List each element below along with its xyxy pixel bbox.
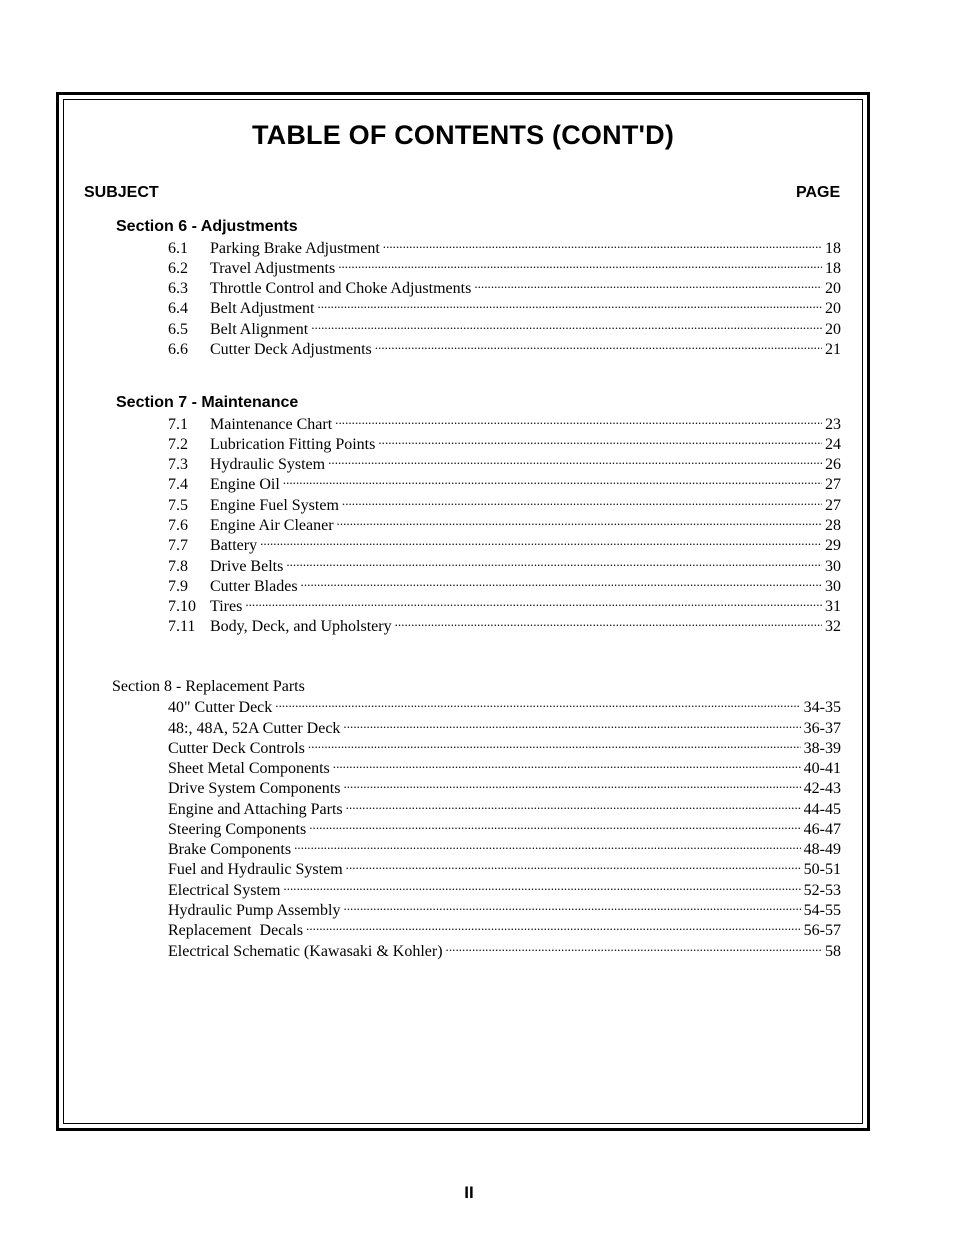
page-column-header: PAGE (796, 184, 841, 201)
section-6-heading: Section 6 - Adjustments (116, 218, 298, 235)
entry-label: Battery (210, 537, 258, 554)
dot-leader (446, 942, 822, 956)
dot-leader (333, 759, 801, 773)
entry-label: 48:, 48A, 52A Cutter Deck (168, 720, 341, 737)
toc-entry[interactable] (168, 739, 841, 759)
entry-number: 7.6 (168, 517, 188, 534)
dot-leader (346, 860, 801, 874)
entry-number: 7.3 (168, 456, 188, 473)
entry-page: 52-53 (803, 882, 841, 899)
toc-entry[interactable] (168, 779, 841, 799)
entry-label: Throttle Control and Choke Adjustments (210, 280, 472, 297)
entry-label: Drive Belts (210, 558, 284, 575)
entry-page: 56-57 (803, 922, 841, 939)
entry-page: 27 (825, 476, 841, 493)
entry-label: Cutter Deck Controls (168, 740, 305, 757)
entry-label: Belt Adjustment (210, 300, 315, 317)
dot-leader (260, 536, 822, 550)
toc-entry[interactable] (168, 496, 841, 516)
dot-leader (317, 299, 822, 313)
entry-number: 6.3 (168, 280, 188, 297)
subject-column-header: SUBJECT (84, 184, 159, 201)
entry-label: Steering Components (168, 821, 307, 838)
toc-entry[interactable] (168, 800, 841, 820)
toc-entry[interactable] (168, 942, 841, 962)
toc-entry[interactable] (168, 415, 841, 435)
dot-leader (245, 597, 822, 611)
dot-leader (338, 259, 822, 273)
entry-label: Engine Oil (210, 476, 280, 493)
entry-number: 7.2 (168, 436, 188, 453)
dot-leader (346, 800, 801, 814)
entry-number: 6.4 (168, 300, 188, 317)
dot-leader (383, 239, 822, 253)
toc-entry[interactable] (168, 239, 841, 259)
toc-entry[interactable] (168, 435, 841, 455)
entry-label: 40" Cutter Deck (168, 699, 273, 716)
dot-leader (311, 320, 822, 334)
entry-label: Engine Air Cleaner (210, 517, 334, 534)
entry-page: 42-43 (803, 780, 841, 797)
toc-entry[interactable] (168, 279, 841, 299)
entry-number: 7.5 (168, 497, 188, 514)
toc-entry[interactable] (168, 536, 841, 556)
entry-page: 18 (825, 240, 841, 257)
entry-label: Brake Components (168, 841, 292, 858)
toc-entry[interactable] (168, 475, 841, 495)
entry-page: 21 (825, 341, 841, 358)
entry-page: 20 (825, 300, 841, 317)
dot-leader (328, 455, 822, 469)
section-7-heading: Section 7 - Maintenance (116, 394, 299, 411)
entry-label: Hydraulic System (210, 456, 326, 473)
dot-leader (474, 279, 822, 293)
dot-leader (306, 921, 801, 935)
entry-number: 7.1 (168, 416, 188, 433)
entry-number: 6.1 (168, 240, 188, 257)
toc-entry[interactable] (168, 455, 841, 475)
entry-number: 7.10 (168, 598, 196, 615)
dot-leader (294, 840, 801, 854)
entry-label: Tires (210, 598, 243, 615)
entry-label: Belt Alignment (210, 321, 309, 338)
entry-label: Travel Adjustments (210, 260, 336, 277)
entry-page: 40-41 (803, 760, 841, 777)
entry-page: 34-35 (803, 699, 841, 716)
toc-entry[interactable] (168, 577, 841, 597)
entry-label: Engine Fuel System (210, 497, 339, 514)
dot-leader (308, 739, 801, 753)
entry-label: Body, Deck, and Upholstery (210, 618, 392, 635)
dot-leader (283, 475, 822, 489)
toc-entry[interactable] (168, 719, 841, 739)
dot-leader (301, 577, 822, 591)
entry-page: 36-37 (803, 720, 841, 737)
toc-entry[interactable] (168, 759, 841, 779)
dot-leader (309, 820, 800, 834)
toc-entry[interactable] (168, 259, 841, 279)
entry-label: Cutter Blades (210, 578, 298, 595)
dot-leader (337, 516, 822, 530)
toc-entry[interactable] (168, 820, 841, 840)
entry-label: Hydraulic Pump Assembly (168, 902, 341, 919)
toc-entry[interactable] (168, 320, 841, 340)
entry-number: 6.6 (168, 341, 188, 358)
entry-label: Parking Brake Adjustment (210, 240, 380, 257)
entry-page: 58 (825, 943, 841, 960)
entry-page: 31 (825, 598, 841, 615)
dot-leader (375, 340, 822, 354)
toc-entry[interactable] (168, 617, 841, 637)
toc-entry[interactable] (168, 860, 841, 880)
dot-leader (378, 435, 822, 449)
entry-page: 24 (825, 436, 841, 453)
page-number: II (464, 1183, 474, 1202)
dot-leader (343, 901, 800, 915)
entry-page: 30 (825, 558, 841, 575)
entry-page: 32 (825, 618, 841, 635)
entry-page: 28 (825, 517, 841, 534)
entry-page: 30 (825, 578, 841, 595)
entry-label: Fuel and Hydraulic System (168, 861, 343, 878)
entry-number: 7.7 (168, 537, 188, 554)
dot-leader (275, 698, 800, 712)
entry-label: Drive System Components (168, 780, 341, 797)
toc-entry[interactable] (168, 698, 841, 718)
dot-leader (286, 557, 822, 571)
dot-leader (395, 617, 822, 631)
toc-entry[interactable] (168, 881, 841, 901)
toc-entry[interactable] (168, 557, 841, 577)
toc-entry[interactable] (168, 299, 841, 319)
entry-number: 7.4 (168, 476, 188, 493)
toc-entry[interactable] (168, 840, 841, 860)
entry-label: Lubrication Fitting Points (210, 436, 376, 453)
entry-label: Electrical System (168, 882, 281, 899)
toc-entry[interactable] (168, 516, 841, 536)
entry-page: 44-45 (803, 801, 841, 818)
toc-entry[interactable] (168, 597, 841, 617)
entry-number: 7.9 (168, 578, 188, 595)
entry-label: Replacement Decals (168, 922, 304, 939)
entry-page: 20 (825, 321, 841, 338)
dot-leader (343, 779, 800, 793)
entry-label: Electrical Schematic (Kawasaki & Kohler) (168, 943, 443, 960)
toc-entry[interactable] (168, 340, 841, 360)
entry-page: 20 (825, 280, 841, 297)
page-title: TABLE OF CONTENTS (CONT'D) (251, 120, 675, 150)
entry-page: 38-39 (803, 740, 841, 757)
entry-page: 54-55 (803, 902, 841, 919)
entry-number: 6.2 (168, 260, 188, 277)
dot-leader (343, 719, 800, 733)
entry-page: 27 (825, 497, 841, 514)
toc-entry[interactable] (168, 901, 841, 921)
entry-number: 6.5 (168, 321, 188, 338)
entry-label: Maintenance Chart (210, 416, 333, 433)
entry-number: 7.8 (168, 558, 188, 575)
entry-label: Cutter Deck Adjustments (210, 341, 372, 358)
entry-label: Engine and Attaching Parts (168, 801, 343, 818)
entry-page: 46-47 (803, 821, 841, 838)
dot-leader (283, 881, 800, 895)
entry-page: 18 (825, 260, 841, 277)
entry-page: 23 (825, 416, 841, 433)
toc-entry[interactable] (168, 921, 841, 941)
entry-number: 7.11 (168, 618, 196, 635)
entry-page: 50-51 (803, 861, 841, 878)
dot-leader (342, 496, 822, 510)
dot-leader (335, 415, 822, 429)
entry-page: 26 (825, 456, 841, 473)
entry-page: 29 (825, 537, 841, 554)
entry-label: Sheet Metal Components (168, 760, 330, 777)
section-8-heading: Section 8 - Replacement Parts (112, 678, 305, 695)
entry-page: 48-49 (803, 841, 841, 858)
